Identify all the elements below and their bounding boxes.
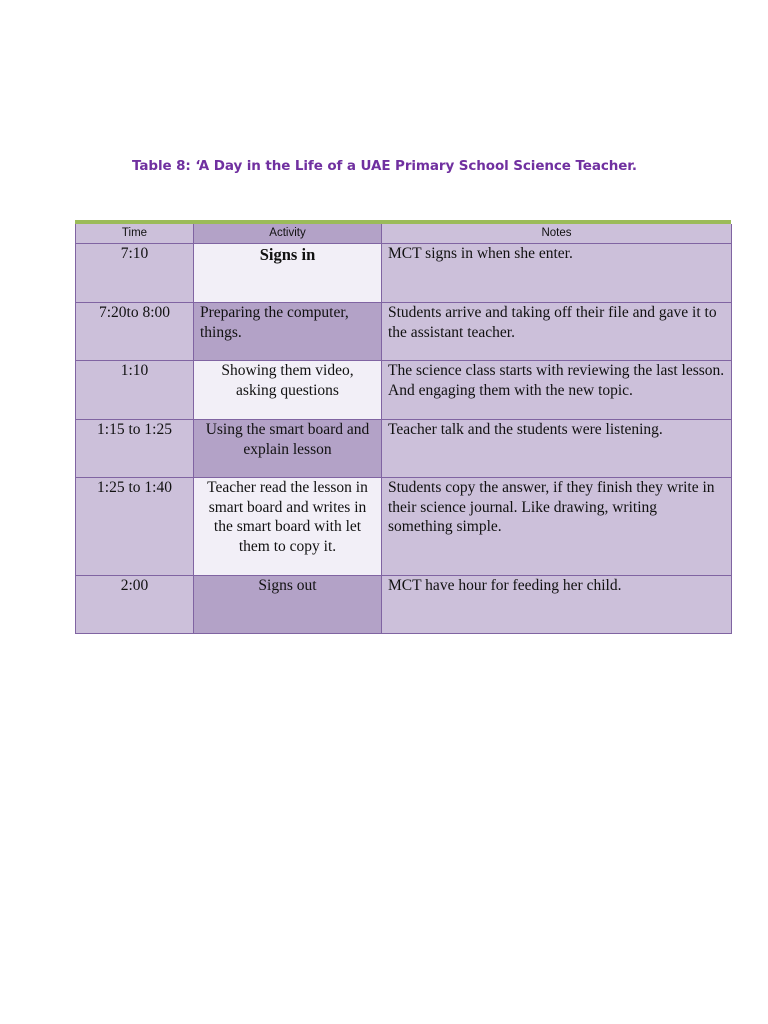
schedule-table: [75, 224, 732, 634]
time-cell: 2:00: [76, 576, 194, 634]
table-caption: Table 8: ‘A Day in the Life of a UAE Primary School Science Teacher.: [132, 158, 637, 174]
time-cell: 1:10: [76, 361, 194, 420]
time-cell: 1:25 to 1:40: [76, 478, 194, 576]
activity-cell: Teacher read the lesson in smart board and writes in the smart board with let them to copy it.: [194, 478, 382, 576]
table-row: [76, 420, 732, 478]
table-row: [76, 361, 732, 420]
notes-cell: Teacher talk and the students were listening.: [382, 420, 732, 478]
table-row: [76, 478, 732, 576]
time-cell: 7:20to 8:00: [76, 303, 194, 361]
schedule-table-container: [75, 220, 731, 634]
table-row: [76, 244, 732, 303]
activity-cell: Preparing the computer, things.: [194, 303, 382, 361]
header-time: Time: [76, 224, 194, 244]
notes-cell: Students copy the answer, if they finish they write in their science journal. Like drawing, writing something simple.: [382, 478, 732, 576]
notes-cell: Students arrive and taking off their file and gave it to the assistant teacher.: [382, 303, 732, 361]
header-activity: Activity: [194, 224, 382, 244]
table-row: [76, 303, 732, 361]
notes-cell: The science class starts with reviewing the last lesson. And engaging them with the new topic.: [382, 361, 732, 420]
activity-cell: Using the smart board and explain lesson: [194, 420, 382, 478]
activity-cell: Signs out: [194, 576, 382, 634]
time-cell: 7:10: [76, 244, 194, 303]
notes-cell: MCT signs in when she enter.: [382, 244, 732, 303]
table-row: [76, 576, 732, 634]
activity-cell: Showing them video, asking questions: [194, 361, 382, 420]
header-notes: Notes: [382, 224, 732, 244]
table-header-row: [76, 224, 732, 244]
time-cell: 1:15 to 1:25: [76, 420, 194, 478]
notes-cell: MCT have hour for feeding her child.: [382, 576, 732, 634]
activity-cell: Signs in: [194, 244, 382, 303]
